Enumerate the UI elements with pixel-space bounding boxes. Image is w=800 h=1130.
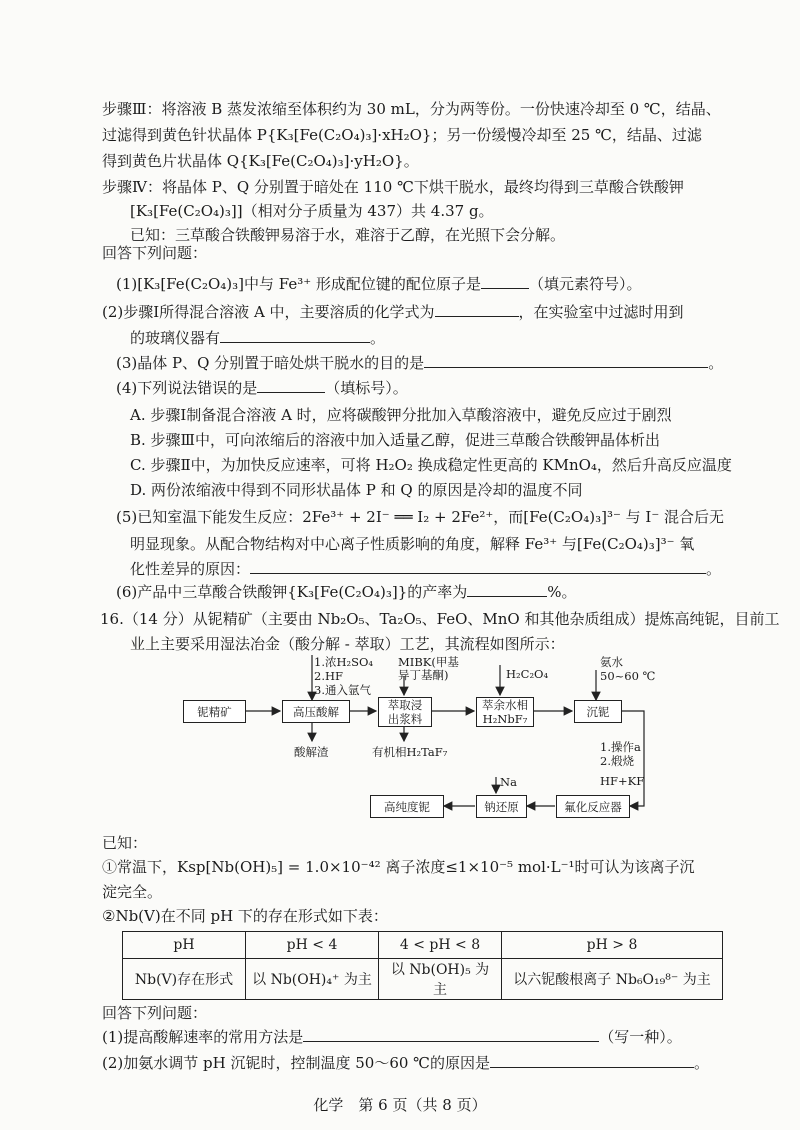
- answer-blank[interactable]: [467, 582, 547, 597]
- q15-5-line3: 化性差异的原因： 。: [130, 560, 722, 578]
- flow-acid-decomposition: 高压酸解: [282, 700, 350, 723]
- answer-blank[interactable]: [490, 1053, 694, 1068]
- table-header-cell: pH > 8: [502, 932, 723, 959]
- flow-step-operation-a: 1.操作a: [600, 740, 641, 754]
- table-cell: 以 Nb(OH)₄⁺ 为主: [246, 959, 379, 1000]
- table-cell: Nb(Ⅴ)存在形式: [123, 959, 246, 1000]
- q16-1: (1)提高酸解速率的常用方法是 （写一种）。: [102, 1028, 682, 1046]
- known2-head: 已知：: [102, 834, 148, 852]
- known2-item1: ①常温下，Ksp[Nb(OH)₅] = 1.0×10⁻⁴² 离子浓度≤1×10⁻⁵ mol·L⁻¹时可认为该离子沉: [102, 858, 695, 876]
- flow-input-h2so4: 1.浓H₂SO₄: [314, 655, 374, 669]
- known-note: 已知：三草酸合铁酸钾易溶于水，难溶于乙醇，在光照下会分解。: [130, 226, 566, 244]
- flow-output-residue: 酸解渣: [294, 745, 329, 759]
- q15-5-line2: 明显现象。从配合物结构对中心离子性质影响的角度，解释 Fe³⁺ 与[Fe(C₂O₄)₃]³⁻ 氧: [130, 535, 695, 553]
- flow-extraction: 萃取浸出浆料: [378, 697, 432, 727]
- known2-item1-cont: 淀完全。: [102, 883, 163, 901]
- flow-output-organic-phase: 有机相H₂TaF₇: [372, 745, 448, 759]
- step4-line1: 步骤Ⅳ：将晶体 P、Q 分别置于暗处在 110 ℃下烘干脱水，最终均得到三草酸合铁酸钾: [102, 178, 684, 196]
- flow-product: 高纯度铌: [370, 795, 444, 818]
- table-header-cell: pH < 4: [246, 932, 379, 959]
- flow-input-sodium: Na: [500, 775, 517, 789]
- table-header-cell: 4 < pH < 8: [379, 932, 502, 959]
- q15-option-d: D. 两份浓缩液中得到不同形状晶体 P 和 Q 的原因是冷却的温度不同: [130, 481, 583, 499]
- flow-input-temperature: 50~60 ℃: [600, 669, 656, 683]
- flow-input-ammonia: 氨水: [600, 655, 623, 669]
- flow-input-oxalic-acid: H₂C₂O₄: [506, 667, 549, 681]
- q16-2: (2)加氨水调节 pH 沉铌时，控制温度 50～60 ℃的原因是 。: [102, 1054, 709, 1072]
- step3-line3: 得到黄色片状晶体 Q{K₃[Fe(C₂O₄)₃]·yH₂O}。: [102, 152, 419, 170]
- answer-blank[interactable]: [250, 559, 706, 574]
- answer-blank[interactable]: [220, 328, 370, 343]
- q16-intro-line2: 业上主要采用湿法冶金（酸分解 - 萃取）工艺，其流程如图所示：: [130, 635, 565, 653]
- step3-line1: 步骤Ⅲ：将溶液 B 蒸发浓缩至体积约为 30 mL，分为两等份。一份快速冷却至 0 ℃，结晶、: [102, 100, 721, 118]
- answer-blank[interactable]: [435, 302, 519, 317]
- q15-option-b: B. 步骤Ⅲ中，可向浓缩后的溶液中加入适量乙醇，促进三草酸合铁酸钾晶体析出: [130, 431, 661, 449]
- flow-input-hf: 2.HF: [314, 669, 343, 683]
- q16-intro-line1: 16.（14 分）从铌精矿（主要由 Nb₂O₅、Ta₂O₅、FeO、MnO 和其他杂质组成）提炼高纯铌，目前工: [100, 610, 780, 628]
- flow-step-calcine: 2.煅烧: [600, 754, 634, 768]
- nb-species-table: [122, 931, 723, 1000]
- answer-blank[interactable]: [257, 378, 325, 393]
- step4-line2: [K₃[Fe(C₂O₄)₃]]（相对分子质量为 437）共 4.37 g。: [130, 202, 494, 220]
- q15-2-cont: 的玻璃仪器有 。: [130, 329, 386, 347]
- flow-precipitation: 沉铌: [574, 700, 622, 723]
- q15-4: (4)下列说法错误的是 （填标号）。: [116, 379, 408, 397]
- table-cell: 以 Nb(OH)₅ 为主: [379, 959, 502, 1000]
- table-cell: 以六铌酸根离子 Nb₆O₁₉⁸⁻ 为主: [502, 959, 723, 1000]
- answer-blank[interactable]: [424, 353, 708, 368]
- flow-input-hf-kf: HF+KF: [600, 774, 645, 788]
- q15-option-a: A. 步骤Ⅰ制备混合溶液 A 时，应将碳酸钾分批加入草酸溶液中，避免反应过于剧烈: [130, 406, 672, 424]
- page-footer: 化学 第 6 页（共 8 页）: [313, 1096, 487, 1114]
- table-row: [123, 959, 723, 1000]
- q15-5-line1: (5)已知室温下能发生反应：2Fe³⁺ + 2I⁻ ══ I₂ + 2Fe²⁺，而[Fe(C₂O₄)₃]³⁻ 与 I⁻ 混合后无: [116, 508, 725, 526]
- flow-fluorination-reactor: 氟化反应器: [556, 795, 630, 818]
- flow-input-mibk: MIBK(甲基异丁基酮): [398, 655, 459, 682]
- answer-prompt: 回答下列问题：: [102, 244, 208, 262]
- step3-line2: 过滤得到黄色针状晶体 P{K₃[Fe(C₂O₄)₃]·xH₂O}；另一份缓慢冷却至 25 ℃，结晶、过滤: [102, 126, 702, 144]
- answer-blank[interactable]: [303, 1027, 599, 1042]
- flow-input-argon: 3.通入氩气: [314, 683, 371, 697]
- q15-6: (6)产品中三草酸合铁酸钾{K₃[Fe(C₂O₄)₃]}的产率为 %。: [116, 583, 577, 601]
- table-header-row: [123, 932, 723, 959]
- q15-2: (2)步骤Ⅰ所得混合溶液 A 中，主要溶质的化学式为 ，在实验室中过滤时用到: [102, 303, 684, 321]
- q15-3: (3)晶体 P、Q 分别置于暗处烘干脱水的目的是 。: [116, 354, 724, 372]
- known2-item2: ②Nb(Ⅴ)在不同 pH 下的存在形式如下表：: [102, 907, 388, 925]
- flow-ore: 铌精矿: [183, 700, 246, 723]
- q15-1: (1)[K₃[Fe(C₂O₄)₃]中与 Fe³⁺ 形成配位键的配位原子是 （填元素符号）。: [116, 275, 642, 293]
- q15-option-c: C. 步骤Ⅱ中，为加快反应速率，可将 H₂O₂ 换成稳定性更高的 KMnO₄，然后升高反应温度: [130, 456, 732, 474]
- answer-prompt-2: 回答下列问题：: [102, 1004, 208, 1022]
- flow-raffinate: 萃余水相 H₂NbF₇: [476, 697, 534, 727]
- answer-blank[interactable]: [481, 274, 529, 289]
- table-header-cell: pH: [123, 932, 246, 959]
- flow-sodium-reduction: 钠还原: [476, 795, 527, 818]
